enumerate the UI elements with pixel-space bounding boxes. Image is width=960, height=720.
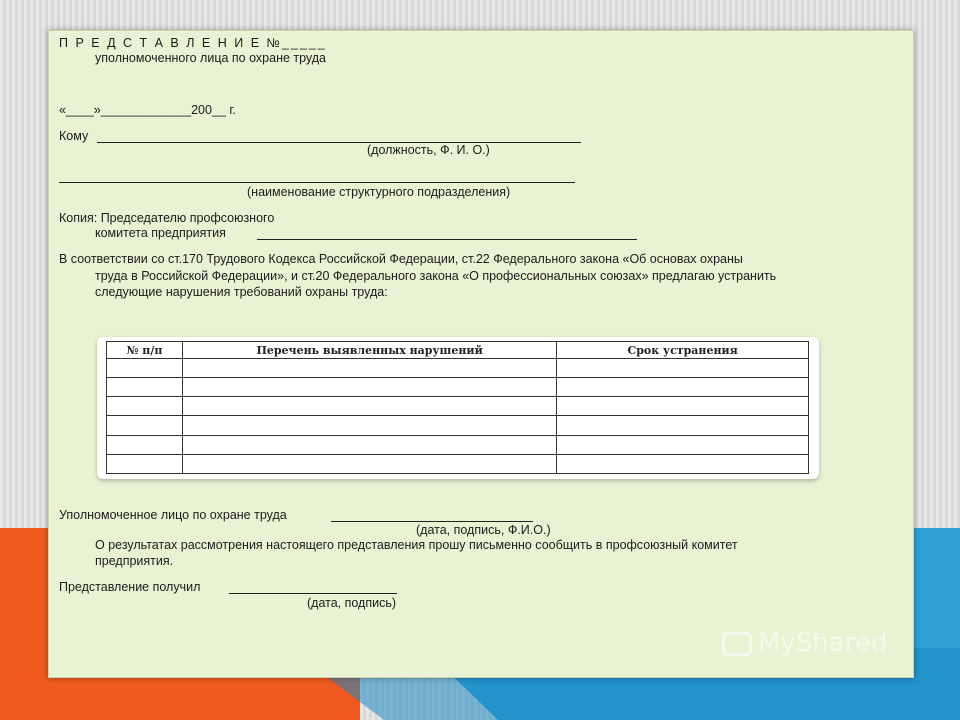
dept-hint: (наименование структурного подразделения) [247, 185, 511, 199]
violations-table-card [97, 337, 819, 479]
signer-hint: (дата, подпись, Ф.И.О.) [416, 523, 551, 537]
table-cell [557, 359, 809, 378]
copy-underline [257, 239, 637, 240]
presentation-icon [722, 632, 752, 656]
table-cell [182, 435, 556, 454]
document-subtitle: уполномоченного лица по охране труда [95, 51, 327, 65]
watermark-text: MyShared [758, 628, 888, 658]
column-header-number: № п/п [107, 342, 183, 359]
table-cell [182, 454, 556, 473]
result-line-1: О результатах рассмотрения настоящего представления прошу письменно сообщить в профсоюзный комитет [95, 538, 738, 552]
intro-line-1: В соответствии со ст.170 Трудового Кодекса Российской Федерации, ст.22 Федерального закона «Об основах охраны [59, 252, 743, 266]
to-label: Кому [59, 129, 89, 143]
received-hint: (дата, подпись) [307, 596, 397, 610]
to-underline [97, 142, 581, 143]
signer-underline [331, 521, 533, 522]
table-cell [107, 397, 183, 416]
table-row [107, 397, 809, 416]
date-line: «____»_____________200__ г. [59, 103, 236, 117]
table-cell [557, 416, 809, 435]
table-cell [557, 397, 809, 416]
copy-line-2: комитета предприятия [95, 226, 226, 240]
violations-table [106, 341, 809, 474]
watermark-logo [722, 628, 887, 658]
document-slide [48, 30, 914, 678]
table-row [107, 454, 809, 473]
received-underline [229, 593, 397, 594]
table-cell [107, 359, 183, 378]
intro-line-2: труда в Российской Федерации», и ст.20 Федерального закона «О профессиональных союзах» предлагаю устранить [95, 269, 777, 283]
received-label: Представление получил [59, 580, 201, 594]
to-hint: (должность, Ф. И. О.) [367, 143, 490, 157]
column-header-violations: Перечень выявленных нарушений [182, 342, 556, 359]
table-cell [107, 378, 183, 397]
table-cell [107, 454, 183, 473]
copy-line-1: Копия: Председателю профсоюзного [59, 211, 275, 225]
table-cell [557, 435, 809, 454]
table-cell [182, 378, 556, 397]
table-row [107, 435, 809, 454]
table-cell [557, 378, 809, 397]
table-row [107, 416, 809, 435]
dept-underline [59, 182, 575, 183]
table-cell [557, 454, 809, 473]
document-title: П Р Е Д С Т А В Л Е Н И Е №_____ [59, 36, 327, 50]
table-cell [107, 435, 183, 454]
table-row [107, 378, 809, 397]
table-cell [107, 416, 183, 435]
table-cell [182, 416, 556, 435]
table-cell [182, 397, 556, 416]
column-header-deadline: Срок устранения [557, 342, 809, 359]
intro-line-3: следующие нарушения требований охраны труда: [95, 285, 388, 299]
result-line-2: предприятия. [95, 554, 174, 568]
signer-label: Уполномоченное лицо по охране труда [59, 508, 287, 522]
table-cell [182, 359, 556, 378]
table-row [107, 359, 809, 378]
